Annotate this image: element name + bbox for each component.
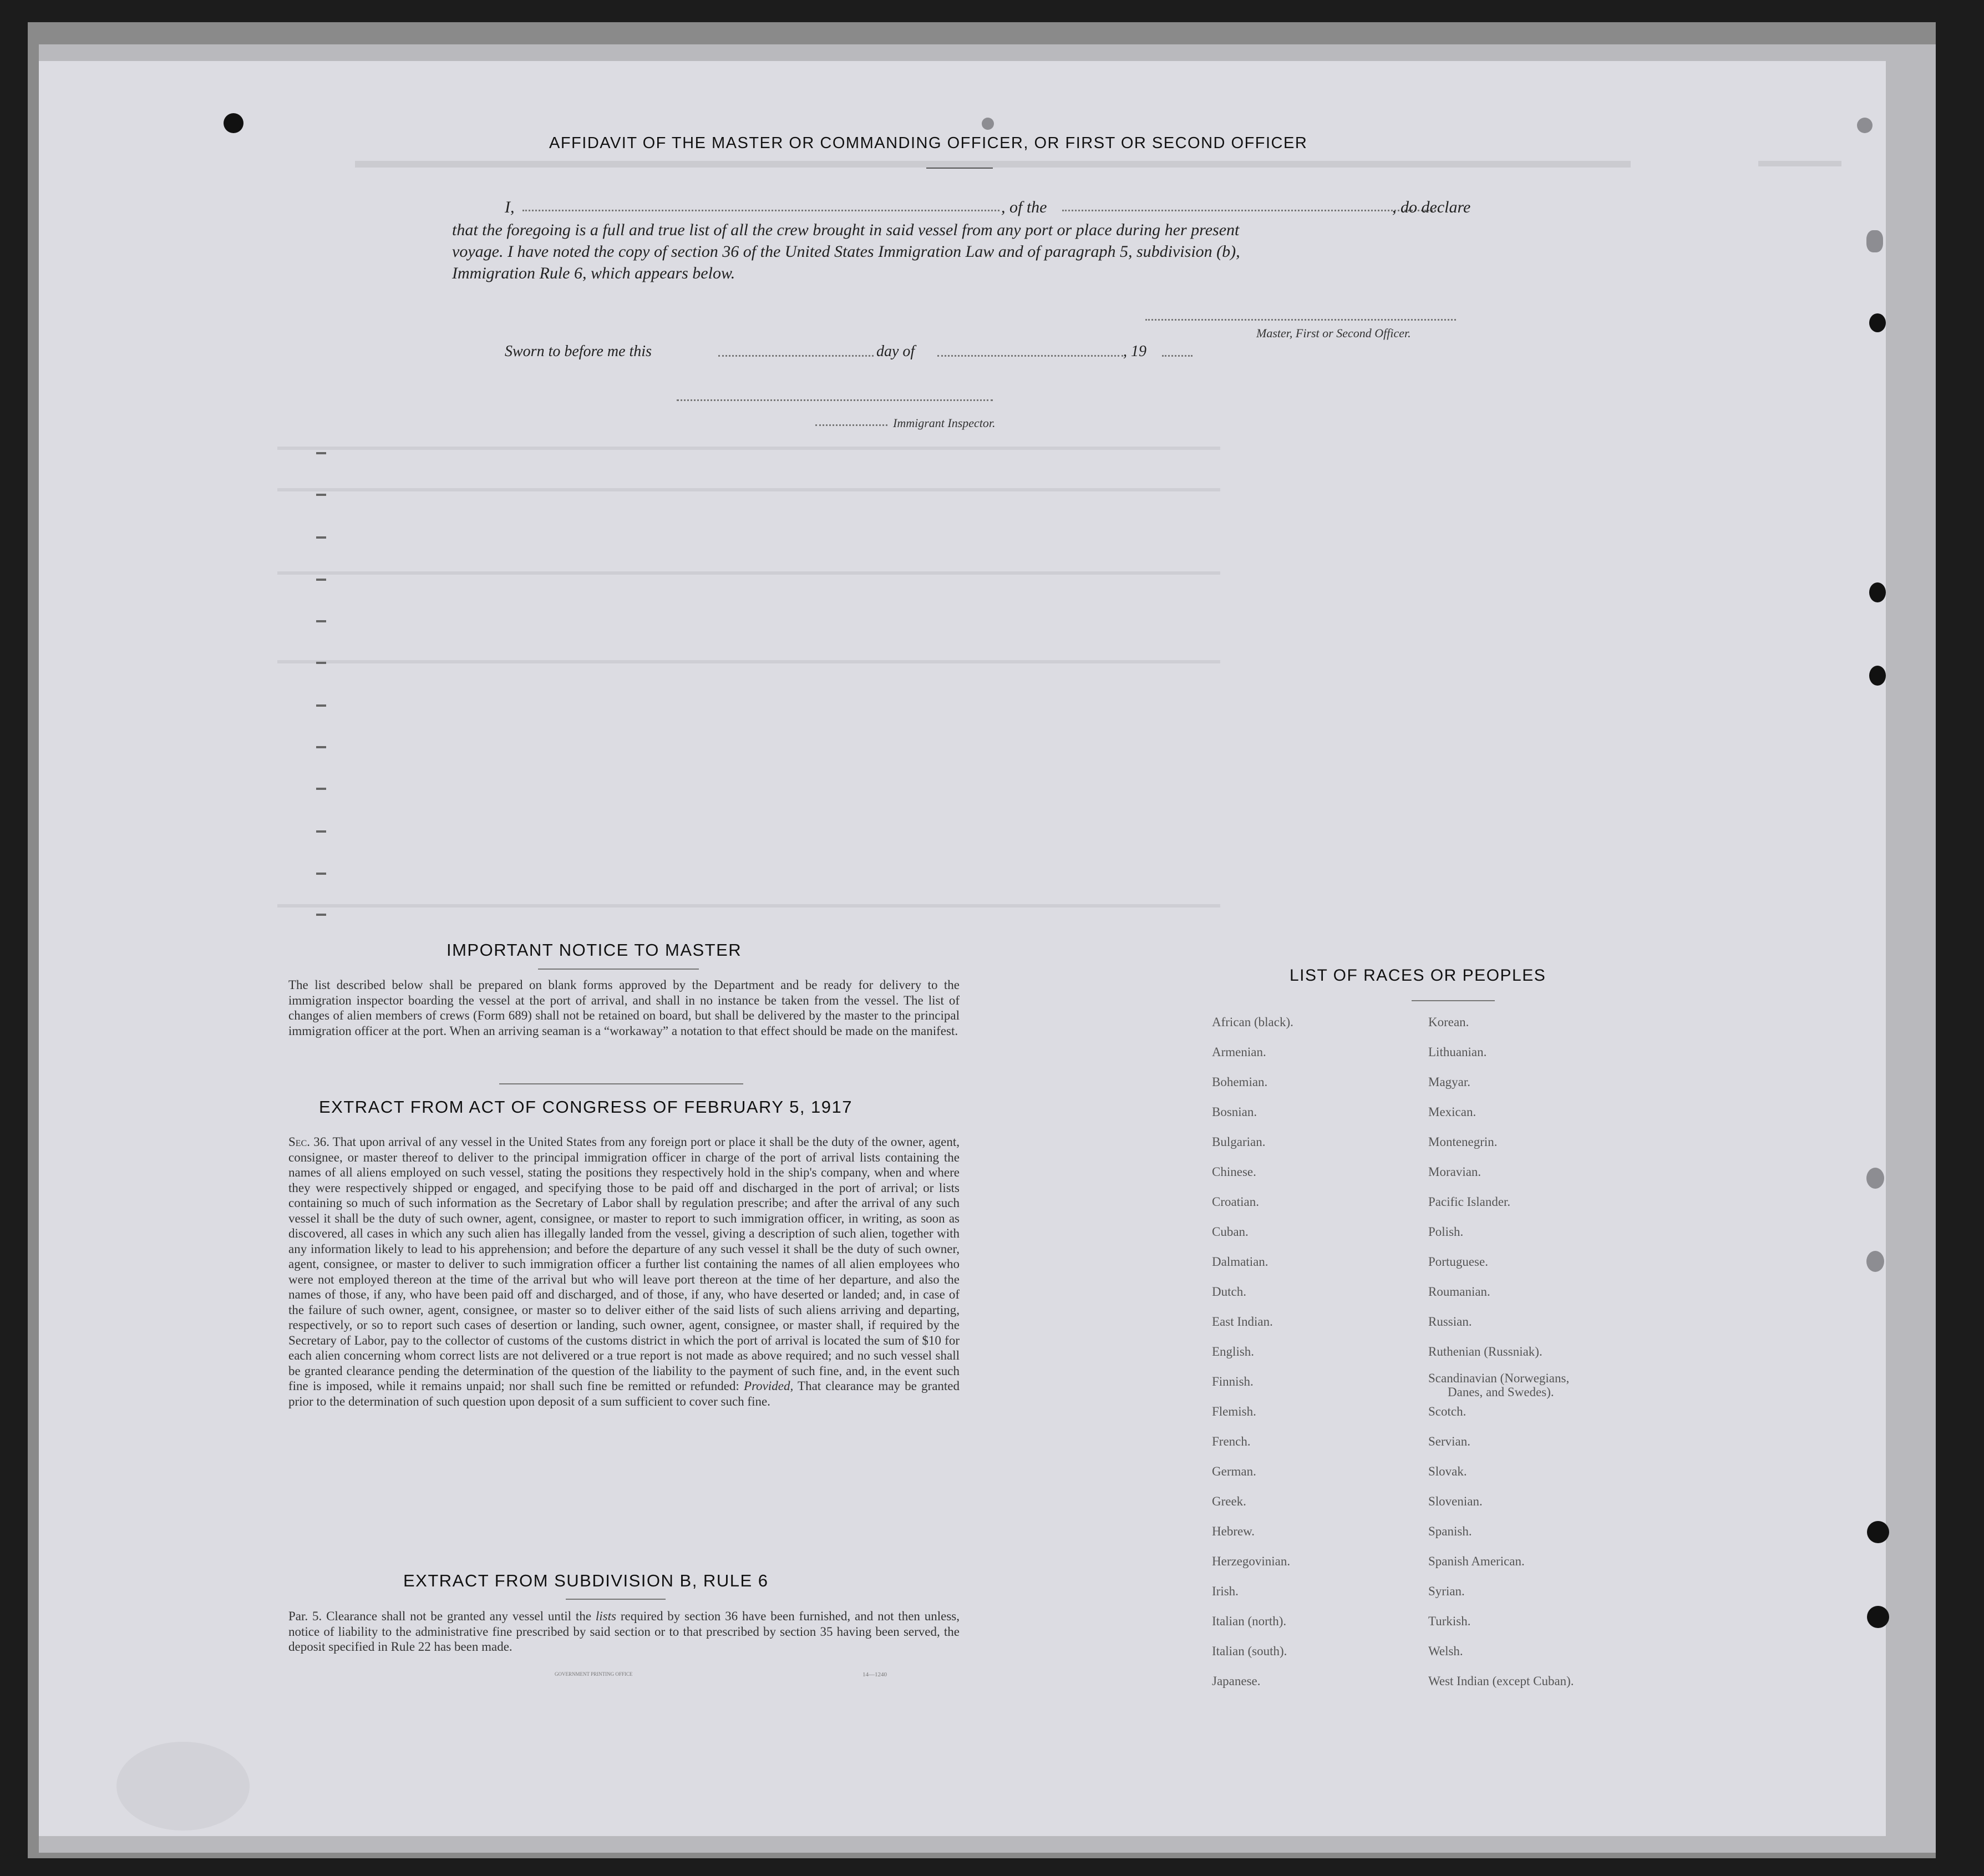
race-item: Italian (north). xyxy=(1212,1614,1287,1628)
section-36-end: That clearance may be granted prior to the determination of such question upon deposit of a sum sufficient to cover such fine. xyxy=(288,1379,960,1408)
bleed-through-row xyxy=(277,447,1220,450)
inspector-label: Immigrant Inspector. xyxy=(893,416,996,430)
name-field[interactable] xyxy=(522,210,999,211)
rule-text-start: Par. 5. Clearance shall not be granted any vessel until the xyxy=(288,1609,592,1623)
race-item: Montenegrin. xyxy=(1428,1135,1498,1149)
punch-hole xyxy=(1866,1168,1884,1189)
race-item: Ruthenian (Russniak). xyxy=(1428,1345,1542,1358)
race-item: English. xyxy=(1212,1345,1255,1358)
race-item: Pacific Islander. xyxy=(1428,1195,1511,1209)
vessel-field[interactable] xyxy=(1062,210,1439,211)
race-item: African (black). xyxy=(1212,1015,1293,1029)
race-item-continued: Danes, and Swedes). xyxy=(1448,1385,1554,1399)
bleed-through-mark xyxy=(1758,161,1841,166)
sworn-day-of: day of xyxy=(876,343,915,360)
affidavit-line-3: voyage. I have noted the copy of section 36 of the United States Immigration Law and of paragraph 5, subdivision (b), xyxy=(452,242,1240,261)
affidavit-i: I, xyxy=(505,198,515,216)
race-item: Spanish American. xyxy=(1428,1554,1525,1568)
punch-hole xyxy=(1869,313,1886,332)
punch-hole xyxy=(1866,1251,1884,1272)
section-36-text: That upon arrival of any vessel in the United States from any foreign port or place it shall be the duty of the owner, agent, consignee, or master thereof to deliver to the principal immigration officer in charge of the port of arrival lists containing the names of all aliens employed on such vessel, stating the positions they respectively hold in the ship's company, when and where they were respectively shipped or engaged, and specifying those to be paid off and discharged in the port of arrival; or lists containing so much of such information as the Secretary of Labor shall by regulation prescribe; and after the arrival of any such vessel it shall be the duty of such owner, agent, consignee, or master to report to such immigration officer, in writing, as soon as discovered, all cases in which any such alien has illegally landed from the vessel, giving a description of such alien, together with any information likely to lead to his apprehension; and before the departure of any such vessel it shall be the duty of such owner, agent, consignee, or master to deliver to such immigration officer a further list containing the names of all alien employees who were not employed thereon at the time of the arrival but who will leave port thereon at the time of her departure, and also the names of those, if any, who have been paid off and discharged, and of those, if any, who have deserted or landed; and, in case of the failure of such owner, agent, consignee, or master so to deliver either of the said lists of such aliens arriving and departing, respectively, or so to report such cases of desertion or landing, such owner, agent, consignee, or master shall, if required by the Secretary of Labor, pay to the collector of customs of the customs district in which the port of arrival is located the sum of $10 for each alien concerning whom correct lists are not delivered or a true report is not made as above required; and no such vessel shall be granted clearance pending the determination of the question of the liability to the payment of such fine, and, in the event such fine is imposed, while it remains unpaid; nor shall such fine be remitted or refunded: xyxy=(288,1135,960,1393)
race-item: Slovenian. xyxy=(1428,1494,1483,1508)
race-item: Mexican. xyxy=(1428,1105,1476,1119)
inspector-dots xyxy=(815,424,887,426)
race-item: Slovak. xyxy=(1428,1464,1467,1478)
notice-body: The list described below shall be prepared on blank forms approved by the Department and be ready for delivery to the immigration inspector boarding the vessel at the port of arrival, and shall in no instance be taken from the vessel. The list of changes of alien members of crews (Form 689) shall not be retained on board, but shall be delivered by the master to the principal immigration officer at the port. When an arriving seaman is a “workaway” a notation to that effect should be made on the manifest. xyxy=(288,978,960,1038)
bleed-through-heading xyxy=(355,161,1631,168)
race-item: Dutch. xyxy=(1212,1285,1246,1299)
rule-text-end: required by section 36 have been furnished, and not then unless, notice of liability to the administrative fine prescribed by said section or to that prescribed by section 35 having been served, the deposit specified in Rule 22 has been made. xyxy=(288,1609,960,1654)
race-item: German. xyxy=(1212,1464,1256,1478)
faint-stamp xyxy=(116,1742,250,1831)
race-item: Magyar. xyxy=(1428,1075,1471,1089)
race-item: Croatian. xyxy=(1212,1195,1259,1209)
punch-hole xyxy=(1867,1521,1889,1543)
affidavit-line-4: Immigration Rule 6, which appears below. xyxy=(452,264,735,282)
section-label: Sec. 36. xyxy=(288,1135,329,1149)
provided-word: Provided, xyxy=(744,1379,794,1393)
inspector-signature-field[interactable] xyxy=(677,399,993,401)
act-extract-heading: EXTRACT FROM ACT OF CONGRESS OF FEBRUARY 5, 1917 xyxy=(319,1097,853,1117)
race-item: Greek. xyxy=(1212,1494,1246,1508)
race-item: Servian. xyxy=(1428,1434,1471,1448)
punch-hole xyxy=(1869,666,1886,686)
sworn-year-field[interactable] xyxy=(1162,355,1193,357)
master-signature-label: Master, First or Second Officer. xyxy=(1256,326,1411,340)
race-item: Syrian. xyxy=(1428,1584,1465,1598)
race-item: West Indian (except Cuban). xyxy=(1428,1674,1574,1688)
race-item: Chinese. xyxy=(1212,1165,1256,1179)
race-item: East Indian. xyxy=(1212,1315,1273,1329)
punch-hole xyxy=(224,113,243,133)
punch-hole xyxy=(1867,1606,1889,1628)
affidavit-line-2: that the foregoing is a full and true list of all the crew brought in said vessel from any port or place during her present xyxy=(452,221,1240,239)
form-code: 14—1240 xyxy=(862,1671,887,1678)
document-page xyxy=(39,61,1886,1836)
affidavit-of-the: , of the xyxy=(1001,198,1047,216)
race-item: Armenian. xyxy=(1212,1045,1266,1059)
race-item: Scandinavian (Norwegians, xyxy=(1428,1371,1570,1385)
race-item: Finnish. xyxy=(1212,1375,1254,1388)
rule-extract-body xyxy=(288,1609,960,1655)
punch-hole xyxy=(1866,230,1883,252)
race-item: Turkish. xyxy=(1428,1614,1471,1628)
race-item: Cuban. xyxy=(1212,1225,1249,1239)
title-rule xyxy=(926,168,993,169)
race-item: Japanese. xyxy=(1212,1674,1261,1688)
race-item: Polish. xyxy=(1428,1225,1464,1239)
races-heading: LIST OF RACES OR PEOPLES xyxy=(1290,966,1546,985)
race-item: Russian. xyxy=(1428,1315,1472,1329)
race-item: Scotch. xyxy=(1428,1405,1467,1418)
sworn-day-field[interactable] xyxy=(718,355,874,357)
punch-hole xyxy=(1869,582,1886,602)
race-item: Korean. xyxy=(1428,1015,1469,1029)
notice-bottom-rule xyxy=(499,1083,743,1084)
race-item: Bosnian. xyxy=(1212,1105,1257,1119)
race-item: Italian (south). xyxy=(1212,1644,1287,1658)
races-rule xyxy=(1412,1000,1495,1001)
rule-extract-rule xyxy=(566,1599,666,1600)
rule-extract-heading: EXTRACT FROM SUBDIVISION B, RULE 6 xyxy=(403,1571,769,1590)
sworn-month-field[interactable] xyxy=(937,355,1123,357)
lists-word: lists xyxy=(595,1609,616,1623)
race-item: Bulgarian. xyxy=(1212,1135,1266,1149)
race-item: Bohemian. xyxy=(1212,1075,1268,1089)
race-item: Hebrew. xyxy=(1212,1524,1255,1538)
race-item: Flemish. xyxy=(1212,1405,1256,1418)
master-signature-field[interactable] xyxy=(1145,319,1456,321)
race-item: Herzegovinian. xyxy=(1212,1554,1291,1568)
race-item: French. xyxy=(1212,1434,1251,1448)
race-item: Welsh. xyxy=(1428,1644,1463,1658)
punch-hole xyxy=(1857,118,1873,133)
sworn-prefix: Sworn to before me this xyxy=(505,343,652,360)
race-item: Roumanian. xyxy=(1428,1285,1490,1299)
race-item: Spanish. xyxy=(1428,1524,1472,1538)
race-item: Moravian. xyxy=(1428,1165,1481,1179)
affidavit-declare: , do declare xyxy=(1392,198,1471,216)
race-item: Lithuanian. xyxy=(1428,1045,1487,1059)
notice-rule xyxy=(538,969,699,970)
sworn-year: , 19 xyxy=(1123,343,1146,360)
notice-heading: IMPORTANT NOTICE TO MASTER xyxy=(446,940,742,960)
race-item: Dalmatian. xyxy=(1212,1255,1268,1269)
punch-hole xyxy=(982,118,994,130)
race-item: Irish. xyxy=(1212,1584,1239,1598)
race-item: Portuguese. xyxy=(1428,1255,1488,1269)
form-row-marks xyxy=(316,452,649,951)
affidavit-title: AFFIDAVIT OF THE MASTER OR COMMANDING OFFICER, OR FIRST OR SECOND OFFICER xyxy=(549,134,1308,152)
act-extract-body xyxy=(288,1134,960,1409)
printer-imprint: GOVERNMENT PRINTING OFFICE xyxy=(555,1671,633,1677)
